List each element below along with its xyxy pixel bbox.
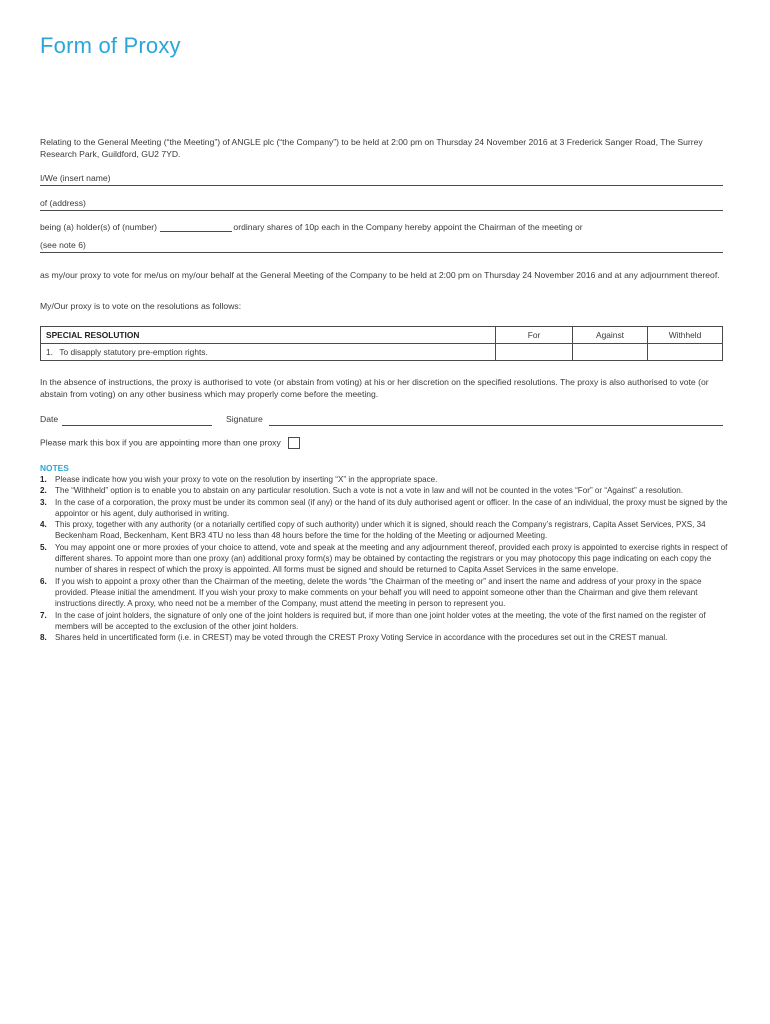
address-field-line[interactable]	[40, 210, 723, 211]
page-title: Form of Proxy	[40, 33, 181, 58]
proxy-paragraph: as my/our proxy to vote for me/us on my/our behalf at the General Meeting of the Company to be held at 2:00 pm on Thursday 24 November 2016 and at any adjournment thereof.	[40, 270, 720, 280]
list-item	[40, 497, 730, 520]
holder-prefix-label: being (a) holder(s) of (number)	[40, 222, 158, 232]
date-field-line[interactable]	[62, 425, 212, 426]
list-item	[40, 474, 730, 485]
note-text: If you wish to appoint a proxy other than the Chairman of the meeting, delete the words “the Chairman of the meeting or” and insert the name and address of your proxy in the space provided. Please initial the amendment. If you wish your proxy to make comments on your behalf you will need to appoint someone other than the Chairman and give them relevant instructions directly. A proxy, who need not be a member of the Company, must attend the meeting in person to represent you.	[55, 576, 702, 609]
note-number: 3.	[40, 497, 47, 507]
note-text: In the case of joint holders, the signature of only one of the joint holders is required but, if more than one joint holder votes at the meeting, the vote of the first named on the register of members will be accepted to the exclusion of the other joint holders.	[55, 610, 706, 631]
multiple-proxy-row	[40, 437, 300, 449]
withheld-column-header: Withheld	[648, 327, 723, 344]
vote-intro: My/Our proxy is to vote on the resolutions as follows:	[40, 301, 242, 311]
note-number: 2.	[40, 486, 47, 496]
against-vote-cell[interactable]	[573, 344, 648, 361]
note-number: 6.	[40, 576, 47, 586]
note-number: 8.	[40, 633, 47, 643]
note-text: Shares held in uncertificated form (i.e. in CREST) may be voted through the CREST Proxy Voting Service in accordance with the procedures set out in the CREST manual.	[55, 633, 668, 643]
share-number-field[interactable]	[160, 222, 232, 232]
address-field-label: of (address)	[40, 198, 86, 208]
holder-suffix-label: ordinary shares of 10p each in the Company hereby appoint the Chairman of the meeting or	[233, 222, 583, 232]
see-note-label: (see note 6)	[40, 240, 86, 250]
for-vote-cell[interactable]	[496, 344, 573, 361]
list-item	[40, 632, 730, 643]
notes-heading: NOTES	[40, 463, 69, 473]
multiple-proxy-label: Please mark this box if you are appointing more than one proxy	[40, 437, 281, 448]
date-signature-row	[40, 414, 723, 428]
intro-paragraph: Relating to the General Meeting (“the Meeting”) of ANGLE plc (“the Company”) to be held at 2:00 pm on Thursday 24 November 2016 at 3 Frederick Sanger Road, The Surrey Research Park, Guildford, GU2 7YD.	[40, 137, 703, 159]
against-column-header: Against	[573, 327, 648, 344]
holder-row	[40, 222, 723, 232]
resolution-cell	[41, 344, 496, 361]
list-item	[40, 576, 730, 610]
table-header-row	[41, 327, 723, 344]
note-number: 5.	[40, 542, 47, 552]
note-text: This proxy, together with any authority (or a notarially certified copy of such authority) under which it is signed, should reach the Company’s registrars, Capita Asset Services, PXS, 34 Beckenham Road, Beckenham, Kent BR3 4TU no less than 48 hours before the time for the holding of the Meeting or adjourned Meeting.	[55, 520, 706, 541]
signature-field-line[interactable]	[269, 425, 723, 426]
note-text: In the case of a corporation, the proxy must be under its common seal (if any) or the hand of its duly authorised agent or officer. In the case of an individual, the proxy must be signed by the appointor or his agent, duly authorised in writing.	[55, 497, 728, 518]
for-column-header: For	[496, 327, 573, 344]
note-text: The “Withheld” option is to enable you to abstain on any particular resolution. Such a vote is not a vote in law and will not be counted in the votes “For” or “Against” a resolution.	[55, 486, 684, 496]
note-text: Please indicate how you wish your proxy to vote on the resolution by inserting “X” in the appropriate space.	[55, 475, 438, 484]
absence-paragraph: In the absence of instructions, the proxy is authorised to vote (or abstain from voting) at his or her discretion on the specified resolutions. The proxy is also authorised to vote (or abstain from voting) on any other business which may properly come before the meeting.	[40, 377, 709, 399]
name-field-label: I/We (insert name)	[40, 173, 111, 183]
note-number: 1.	[40, 475, 47, 484]
resolution-text: To disapply statutory pre-emption rights.	[59, 347, 208, 357]
table-row	[41, 344, 723, 361]
name-field-line[interactable]	[40, 185, 723, 186]
list-item	[40, 610, 730, 633]
list-item	[40, 542, 730, 576]
signature-label: Signature	[226, 414, 263, 424]
note-number: 7.	[40, 610, 47, 620]
withheld-vote-cell[interactable]	[648, 344, 723, 361]
note-number: 4.	[40, 520, 47, 530]
note-text: You may appoint one or more proxies of your choice to attend, vote and speak at the meeting and any adjournment thereof, provided each proxy is appointed to exercise rights in respect of different shares. To appoint more than one proxy (an) additional proxy form(s) may be obtained by contacting the registrars or you may photocopy this page indicating on each copy the number of shares in respect of which the proxy is appointed. All forms must be signed and should be returned to Capita Asset Services in the same envelope.	[55, 542, 728, 575]
notes-list	[40, 474, 730, 643]
proxy-name-field-line[interactable]	[40, 252, 723, 253]
special-resolution-header: SPECIAL RESOLUTION	[41, 327, 496, 344]
resolutions-table	[40, 326, 723, 361]
date-label: Date	[40, 414, 59, 424]
resolution-number: 1.	[46, 347, 53, 357]
list-item	[40, 519, 730, 542]
multiple-proxy-checkbox[interactable]	[288, 437, 300, 449]
list-item	[40, 485, 730, 496]
